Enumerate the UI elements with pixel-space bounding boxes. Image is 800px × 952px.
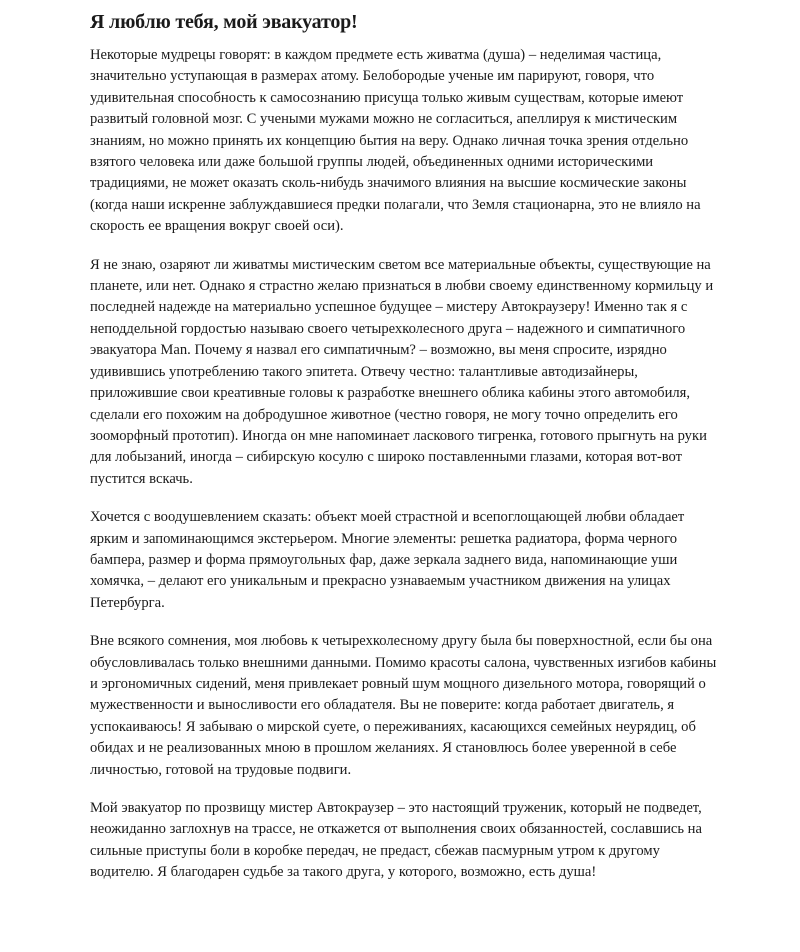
article-title: Я люблю тебя, мой эвакуатор! (90, 11, 358, 33)
article-paragraph: Вне всякого сомнения, моя любовь к четырехколесному другу была бы поверхностной, если бы она обусловливалась только внешними данными. Помимо красоты салона, чувственных изгибов кабины и эргономичных сидений, меня привлекает ровный шум мощного дизельного мотора, говорящий о мужественности и выносливости его обладателя. Вы не поверите: когда работает двигатель, я успокаиваюсь! Я забываю о мирской суете, о переживаниях, касающихся семейных неурядиц, об обидах и не реализованных мною в прошлом желаниях. Я становлюсь более уверенной в себе личностью, готовой на трудовые подвиги. (90, 633, 717, 778)
article-paragraph: Хочется с воодушевлением сказать: объект моей страстной и всепоглощающей любви обладает ярким и запоминающимся экстерьером. Многие элементы: решетка радиатора, форма черного бампера, размер и форма прямоугольных фар, даже зеркала заднего вида, напоминающие уши хомячка, – делают его уникальным и прекрасно узнаваемым участником движения на улицах Петербурга. (90, 509, 685, 611)
article-paragraph: Я не знаю, озаряют ли живатмы мистическим светом все материальные объекты, существующие на планете, или нет. Однако я страстно желаю признаться в любви своему единственному кормильцу и последней надежде на материально успешное будущее – мистеру Автокраузеру! Именно так я с неподдельной гордостью называю своего четырехколесного друга – надежного и симпатичного эвакуатора Man. Почему я назвал его симпатичным? – возможно, вы меня спросите, изрядно удивившись употреблению такого эпитета. Отвечу честно: талантливые автодизайнеры, приложившие свои креативные головы к разработке внешнего облика кабины этого автомобиля, сделали его похожим на добродушное животное (честно говоря, не могу точно определить его зооморфный прототип). Иногда он мне напоминает ласкового тигренка, готового прыгнуть на руки для лобызаний, иногда – сибирскую косулю с широко поставленными глазами, которая вот-вот пустится вскачь. (90, 256, 714, 487)
article (90, 0, 720, 884)
article-paragraph: Мой эвакуатор по прозвищу мистер Автокраузер – это настоящий труженик, который не подведет, неожиданно заглохнув на трассе, не откажется от выполнения своих обязанностей, сославшись на сильные приступы боли в коробке передач, не предаст, сбежав пасмурным утром к другому водителю. Я благодарен судьбе за такого друга, у которого, возможно, есть душа! (90, 800, 702, 881)
article-paragraph: Некоторые мудрецы говорят: в каждом предмете есть живатма (душа) – неделимая частица, значительно уступающая в размерах атому. Белобородые ученые им парируют, говоря, что удивительная способность к самосознанию присуща только живым существам, которые имеют развитый головной мозг. С учеными мужами можно не согласиться, апеллируя к мистическим знаниям, но можно принять их концепцию бытия на веру. Однако личная точка зрения отдельно взятого человека или даже большой группы людей, объединенных одними историческими традициями, не может оказать сколь-нибудь значимого влияния на высшие космические законы (когда наши искренне заблуждавшиеся предки полагали, что Земля стационарна, это не влияло на скорость ее вращения вокруг своей оси). (90, 47, 701, 235)
